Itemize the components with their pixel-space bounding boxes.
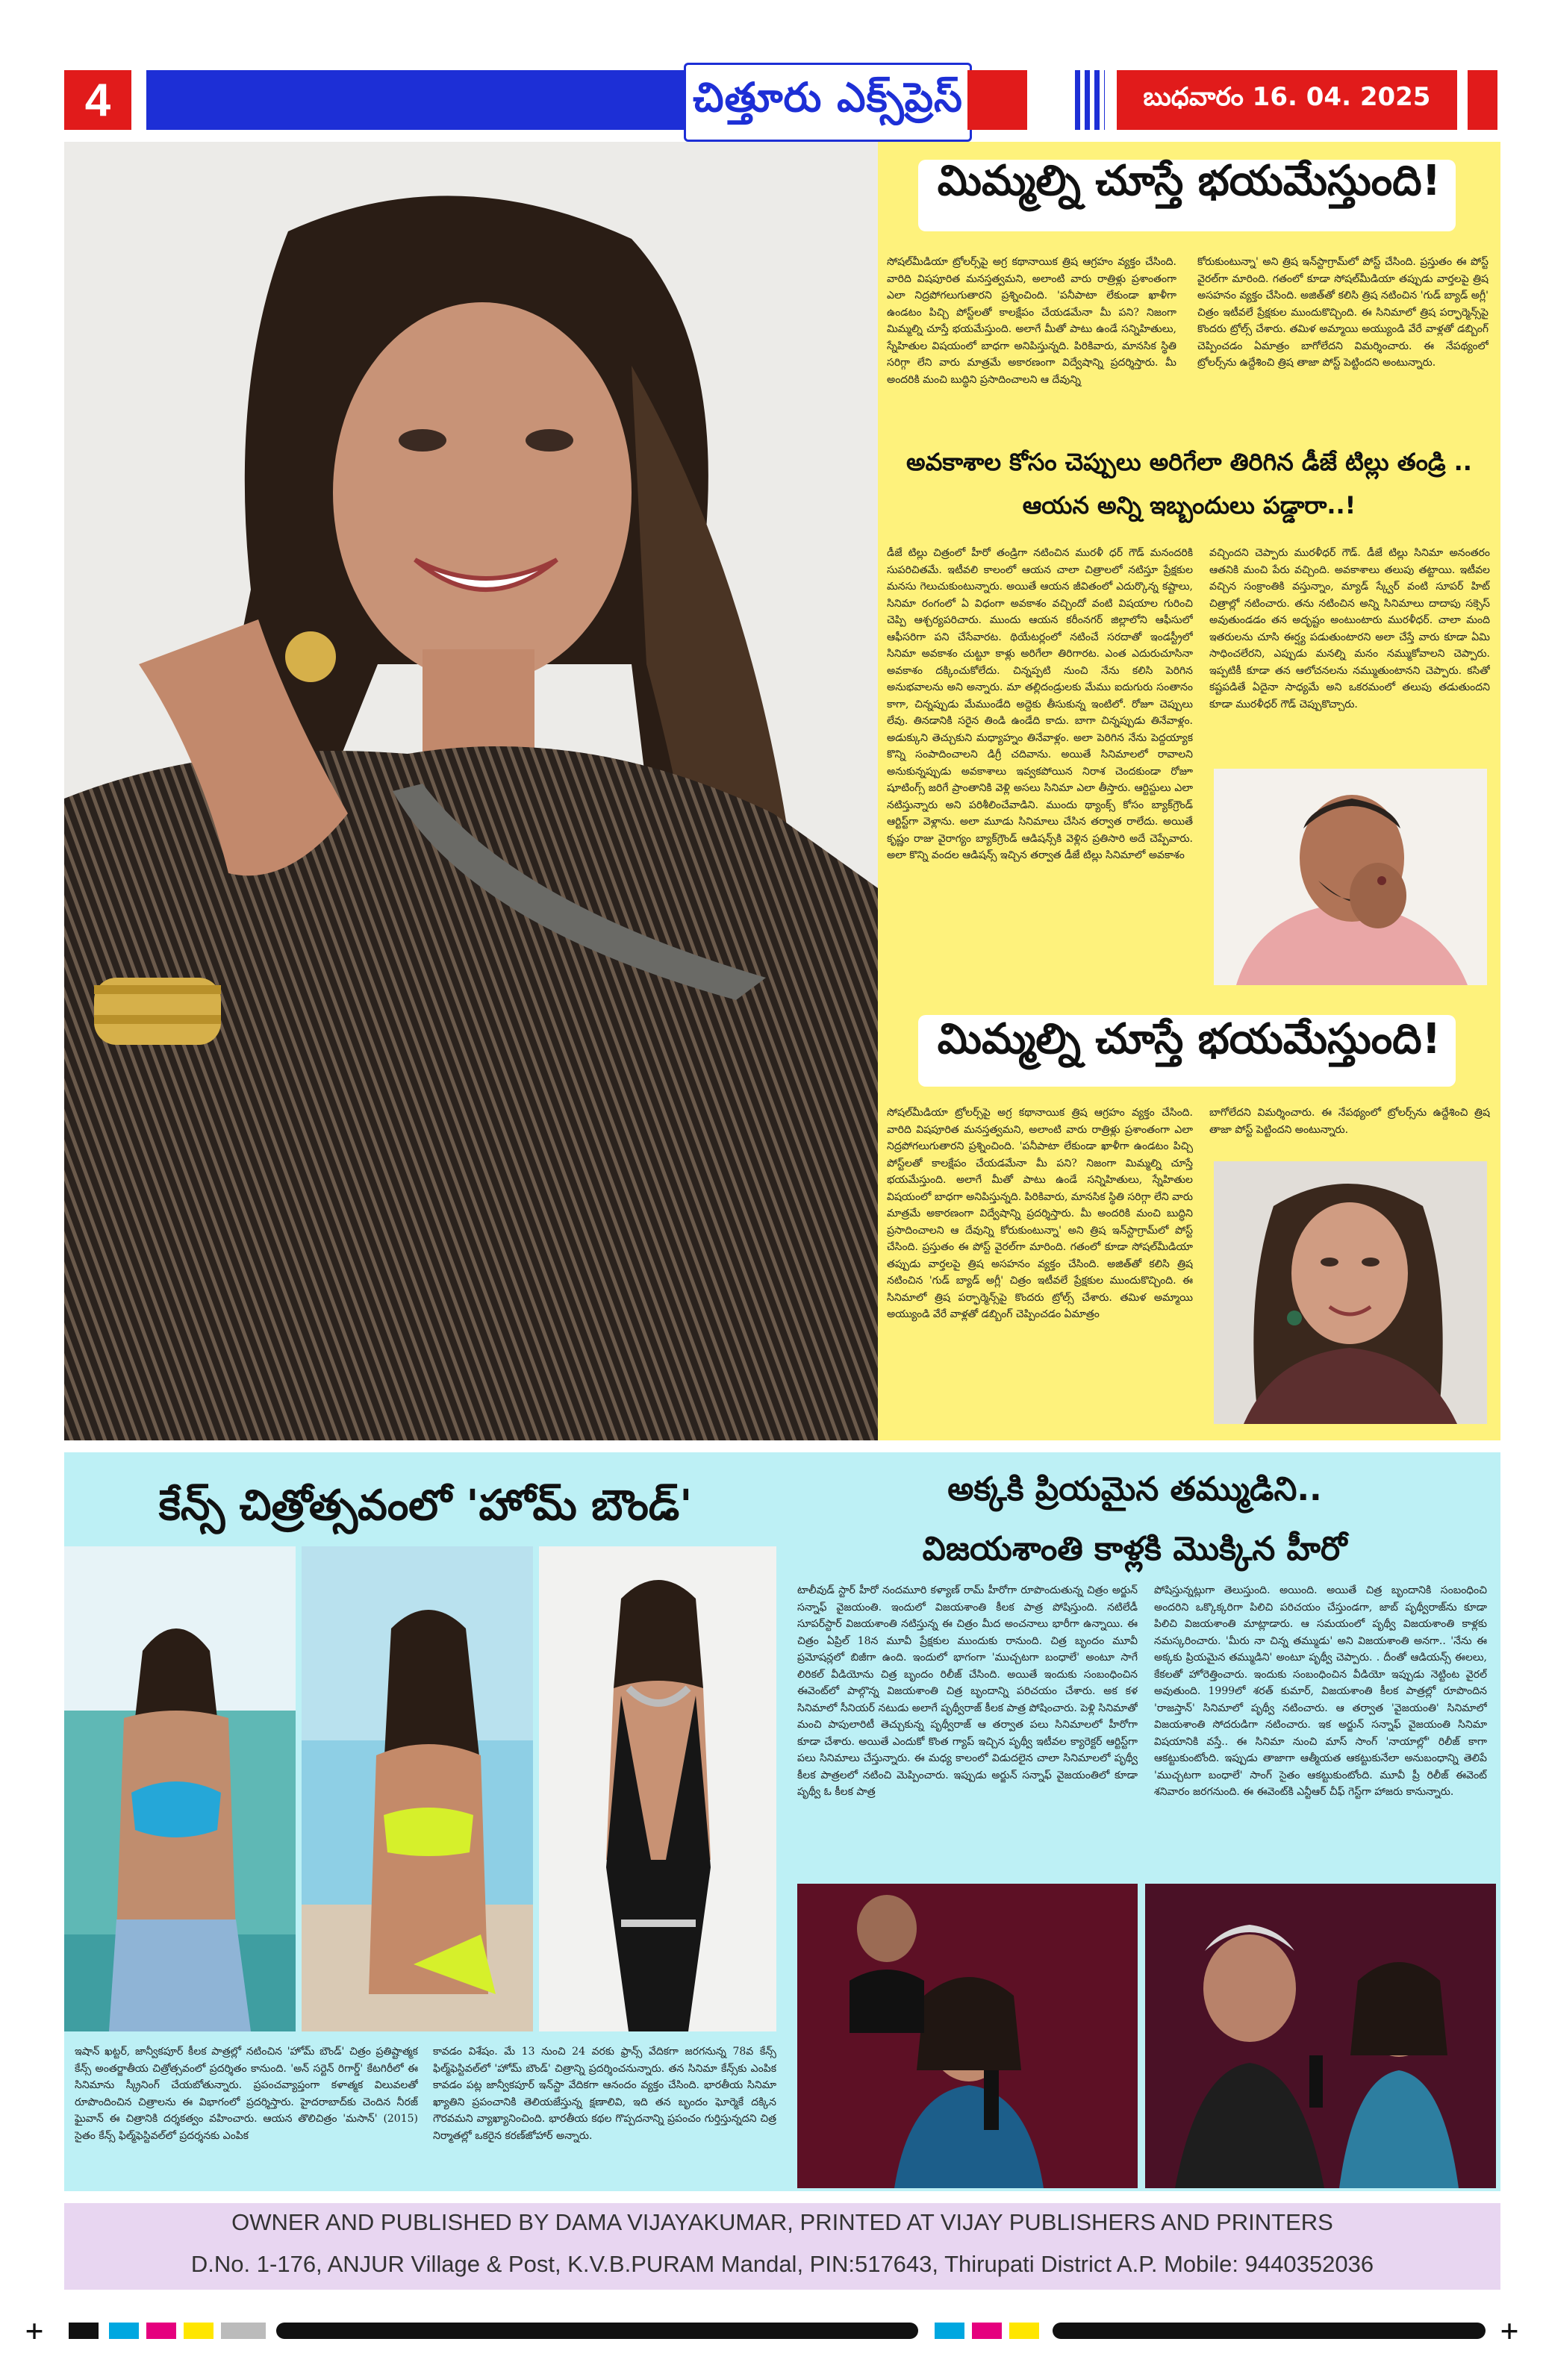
masthead-red-block: [967, 70, 1027, 130]
crosshair-icon: +: [25, 2314, 44, 2348]
footer-publisher-line: OWNER AND PUBLISHED BY DAMA VIJAYAKUMAR, PRINTED AT VIJAY PUBLISHERS AND PRINTERS: [231, 2209, 1333, 2235]
article1-body-right: కోరుకుంటున్నా' అని త్రిష ఇన్‌స్టాగ్రామ్‌లో పోస్ట్ చేసింది. ప్రస్తుతం ఈ పోస్ట్ వైరల్‌గా మారింది. గతంలో కూడా సోషల్‌మీడియా తప్పుడు వార్తలపై త్రిష అసహనం వ్యక్తం చేసింది. అజిత్‌తో కలిసి త్రిష నటించిన 'గుడ్ బ్యాడ్ అగ్లీ' చిత్రం ఇటీవలే ప్రేక్షకుల ముందుకొచ్చింది. ఈ సినిమాలో త్రిష పర్ఫార్మెన్స్‌పై కొందరు ట్రోల్స్ చేశారు. తమిళ అమ్మాయి అయ్యుండి వేరే వాళ్లతో డబ్బింగ్ చెప్పించడం ఏమాత్రం బాగోలేదని విమర్శించారు. ఈ నేపథ్యంలో ట్రోలర్స్‌ను ఉద్దేశించి త్రిష తాజా పోస్ట్ పెట్టిందని అంటున్నారు.: [1197, 256, 1489, 369]
masthead-red-tick: [1468, 70, 1497, 130]
article5-headline-line1: అక్కకి ప్రియమైన తమ్ముడిని..: [947, 1470, 1322, 1508]
hero-photo-illustration: [64, 142, 878, 1440]
registration-bar: [1053, 2323, 1486, 2339]
janhvi-pool-illustration: [302, 1546, 533, 2031]
article5-headline-line2: విజయశాంతి కాళ్లకి మొక్కిన హీరో: [922, 1530, 1347, 1568]
murali-photo-illustration: [1214, 769, 1487, 985]
footer-address-line: D.No. 1-176, ANJUR Village & Post, K.V.B.PURAM Mandal, PIN:517643, Thirupati District A.P. Mobile: 9440352036: [190, 2251, 1374, 2277]
article2-body-right: వచ్చిందని చెప్పారు మురళీధర్ గౌడ్. డీజే టిల్లు సినిమా అనంతరం ఆతనికి మంచి పేరు వచ్చింది. అవకాశాలు తలుపు తట్టాయి. ఇటీవల వచ్చిన సంక్రాంతికి వస్తున్నాం, మ్యాడ్ స్క్వేర్ వంటి సూపర్ హిట్ చిత్రాల్లో నటించారు. తను నటించిన అన్ని సినిమాలు దాదాపు సక్సెస్ అవుతుండడం తన అదృష్టం అంటుంటారు మురళీధర్. చాలా మంది ఇతరులను చూసి ఈర్ష్య పడుతుంటారని అలా చేస్తే వారు కూడా ఏమి సాధించలేరని, ఎప్పుడు మనల్ని మనం నమ్ముకోవాలని చెప్పారు. ఇప్పటికీ కూడా తన ఆలోచనలను నమ్ముతుంటానని చెప్పారు. కసితో కష్టపడితే ఏదైనా సాధ్యమే అని ఒకరమంలో తలుపు తడుతుందని కూడా మురళీధర్ గౌడ్ చెప్పుకొచ్చారు.: [1209, 547, 1490, 710]
page-number: 4: [64, 70, 131, 130]
article4-headline: కేన్స్ చిత్రోత్సవంలో 'హోమ్ బౌండ్': [158, 1481, 693, 1530]
article5-body-right: పోషిస్తున్నట్లుగా తెలుస్తుంది. అయింది. అయితే చిత్ర బృందానికి సంబంధించి అందరిని ఒక్కొక్కరిగా పిలిచి పరిచయం చేస్తుండగా, జాబ్ పృథ్వీరాజ్‌ను కూడా పిలిచి విజయశాంతి మాట్లాడారు. ఆ సమయంలో పృథ్వీ విజయశాంతి కాళ్లకు నమస్కరించారు. 'మీరు నా చిన్న తమ్ముడు' అని విజయశాంతి అనగా.. 'నేను ఈ అక్కకు ప్రియమైన తమ్ముడిని' అంటూ పృథ్వీ చెప్పారు. . దీంతో ఆడియన్స్ ఈలలు, కేకలతో హోరెత్తించారు. ఇందుకు సంబంధించిన వీడియో ఇప్పుడు నెట్టింట వైరల్ అవుతుంది. 1999లో శరత్ కుమార్, విజయశాంతి కీలక పాత్రల్లో రూపొందిన 'రాజస్తాన్' సినిమాలో పృథ్వీ నటించారు. ఆ తర్వాత 'వైజయంతి' సినిమాలో విజయశాంతి సోదరుడిగా నటించారు. ఇక అర్జున్ సన్నాఫ్ వైజయంతి సినిమా విషయానికి వస్తే.. ఈ సినిమా నుంచి మాస్ సాంగ్ 'నాయాల్లో' రిలీజ్ కాగా ఆకట్టుకుంటోంది. ఇప్పుడు తాజాగా ఆత్మీయత ఆకట్టుకునేలా అనుబంధాన్ని తెలిపే 'ముచ్చటగా బంధాలే' సాంగ్ సైతం ఆకట్టుకుంటోంది. మూవీ ప్రీ రిలీజ్ ఈవెంట్ శనివారం జరగనుంది. ఈ ఈవెంట్‌కి ఎన్టీఆర్ చీఫ్ గెస్ట్‌గా హాజరు కానున్నారు.: [1154, 1584, 1487, 1798]
murali-dhar-gaud-photo: [1214, 769, 1487, 985]
article5-body-left: టాలీవుడ్ స్టార్ హీరో నందమూరి కళ్యాణ్ రామ్ హీరోగా రూపొందుతున్న చిత్రం అర్జున్ సన్నాఫ్ వైజయంతి. ఇందులో విజయశాంతి కీలక పాత్ర పోషిస్తుంది. నటిలేడీ సూపర్‌స్టార్ విజయశాంతి నటిస్తున్న ఈ చిత్రం మీద అంచనాలు భారీగా ఉన్నాయి. ఈ చిత్రం ఏప్రిల్ 18న మూవీ ప్రేక్షకుల ముందుకు రానుంది. చిత్ర బృందం మూవీ ప్రమోషన్లలో బిజీగా ఉంది. ఇందులో భాగంగా 'ముచ్చటగా బంధాలే' అంటూ సాగే లిరికల్ వీడియోను చిత్ర బృందం రిలీజ్ చేసింది. అయితే ఇందుకు సంబంధించిన ఈవెంట్‌లో పాల్గొన్న విజయశాంతి చిత్ర బృందాన్ని పరిచయం చేశారు. అక కళ సినిమాలో సీనియర్ నటుడు అలాగే పృథ్వీరాజ్ కీలక పాత్ర పోషించారు. పెళ్లి సినిమాతో మంచి పాపులారిటీ తెచ్చుకున్న పృథ్వీరాజ్ ఆ తర్వాత పలు సినిమాలలో హీరోగా కూడా చేశారు. అయితే ఎందుకో కొంత గ్యాప్ ఇచ్చిన పృథ్వీ ఇటీవల క్యారెక్టర్ ఆర్టిస్ట్‌గా పలు సినిమాలు చేస్తున్నారు. ఈ మధ్య కాలంలో విడుదలైన చాలా సినిమాలలో పృథ్వీ కీలక పాత్రలలో నటించి మెప్పించారు. ఇప్పుడు అర్జున్ సన్నాఫ్ వైజయంతిలో కూడా పృథ్వీ ఓ కీలక పాత్ర: [797, 1584, 1138, 1798]
article3-headline: మిమ్మల్ని చూస్తే భయమేస్తుంది!: [937, 1015, 1441, 1063]
article3-body-right: బాగోలేదని విమర్శించారు. ఈ నేపథ్యంలో ట్రోలర్స్‌ను ఉద్దేశించి త్రిష తాజా పోస్ట్ పెట్టిందని అంటున్నారు.: [1209, 1107, 1490, 1136]
janhvi-photo-beach: [64, 1546, 296, 2031]
article2-headline-line1: అవకాశాల కోసం చెప్పులు అరిగేలా తిరిగిన డీజే టిల్లు తండ్రి ..: [906, 448, 1472, 476]
article1-headline: మిమ్మల్ని చూస్తే భయమేస్తుంది!: [937, 157, 1441, 205]
hero-photo: [64, 142, 878, 1440]
issue-date: బుధవారం 16. 04. 2025: [1117, 70, 1457, 130]
registration-bar: [184, 2323, 213, 2339]
article4-body-left: ఇషాన్ ఖట్టర్, జాన్వీకపూర్ కీలక పాత్రల్లో నటించిన 'హోమ్ బౌండ్' చిత్రం ప్రతిష్టాత్మక కేన్స్ అంతర్జాతీయ చిత్రోత్సవంలో ప్రదర్శితం కానుంది. 'అన్ సర్టెన్ రిగార్డ్' కేటగిరీలో ఈ సినిమాను స్క్రీనింగ్ చేయబోతున్నారు. ప్రపంచవ్యాప్తంగా కళాత్మక విలువలతో రూపొందించిన చిత్రాలను ఈ విభాగంలో ప్రదర్శిస్తారు. హైదరాబాద్‌కు చెందిన నీరజ్ ఘైవాన్ ఈ చిత్రానికి దర్శకత్వం వహించారు. ఆయన తొలిచిత్రం 'మసాన్' (2015) సైతం కేన్స్ ఫిల్మ్‌ఫెస్టివల్‌లో ప్రదర్శనకు ఎంపిక: [75, 2046, 418, 2142]
registration-bar: [109, 2323, 139, 2339]
crosshair-icon: +: [1500, 2314, 1519, 2348]
article2-headline-line2: ఆయన అన్ని ఇబ్బందులు పడ్డారా..!: [1022, 491, 1356, 519]
janhvi-photo-studio: [539, 1546, 776, 2031]
event-photo-2-illustration: [1145, 1884, 1496, 2188]
trisha-inset-photo: [1214, 1161, 1487, 1424]
janhvi-studio-illustration: [539, 1546, 776, 2031]
registration-bar: [146, 2323, 176, 2339]
registration-bar: [69, 2323, 99, 2339]
newspaper-logo: చిత్తూరు ఎక్స్‌ప్రెస్: [684, 63, 972, 142]
registration-bar: [935, 2323, 964, 2339]
event-photo-prithvi: [1145, 1884, 1496, 2188]
janhvi-photo-pool: [302, 1546, 533, 2031]
masthead-blue-bar: [146, 70, 684, 130]
event-photo-1-illustration: [797, 1884, 1138, 2188]
event-photo-vijayashanti: [797, 1884, 1138, 2188]
article3-body-left: సోషల్‌మీడియా ట్రోలర్స్‌పై అగ్ర కథానాయిక త్రిష ఆగ్రహం వ్యక్తం చేసింది. వారిది విషపూరిత మనస్తత్వమని, అలాంటి వారు రాత్రిళ్లు ప్రశాంతంగా ఎలా నిద్రపోగలుగుతారని ప్రశ్నించింది. 'పనీపాటా లేకుండా ఖాళీగా ఉండటం పిచ్చి పోస్ట్‌లతో కాలక్షేపం చేయడమేనా మీ పని? నిజంగా మిమ్మల్ని చూస్తే భయమేస్తుంది. అలాగే మీతో పాటు ఉండే సన్నిహితులు, స్నేహితుల విషయంలో బాధగా అనిపిస్తున్నది. పిరికివారు, మానసిక స్థితి సరిగ్గా లేని వారు మాత్రమే అకారణంగా విద్వేషాన్ని ప్రదర్శిస్తారు. మీ అందరికి మంచి బుద్ధిని ప్రసాదించాలని ఆ దేవున్ని కోరుకుంటున్నా' అని త్రిష ఇన్‌స్టాగ్రామ్‌లో పోస్ట్ చేసింది. ప్రస్తుతం ఈ పోస్ట్ వైరల్‌గా మారింది. గతంలో కూడా సోషల్‌మీడియా తప్పుడు వార్తలపై త్రిష అసహనం వ్యక్తం చేసింది. అజిత్‌తో కలిసి త్రిష నటించిన 'గుడ్ బ్యాడ్ అగ్లీ' చిత్రం ఇటీవలే ప్రేక్షకుల ముందుకొచ్చింది. ఈ సినిమాలో త్రిష పర్ఫార్మెన్స్‌పై కొందరు ట్రోల్స్ చేశారు. తమిళ అమ్మాయి అయ్యుండి వేరే వాళ్లతో డబ్బింగ్ చెప్పించడం ఏమాత్రం: [887, 1107, 1193, 1320]
trisha-inset-illustration: [1214, 1161, 1487, 1424]
registration-bar: [276, 2323, 918, 2339]
article4-body-right: కావడం విశేషం. మే 13 నుంచి 24 వరకు ఫ్రాన్స్ వేదికగా జరగనున్న 78వ కేన్స్ ఫిల్మ్‌ఫెస్టివల్‌లో 'హోమ్ బౌండ్' చిత్రాన్ని ప్రదర్శించనున్నారు. తన సినిమా కేన్స్‌కు ఎంపిక కావడం పట్ల జాన్వీకపూర్ ఇన్‌స్టా వేదికగా ఆనందం వ్యక్తం చేసింది. భారతీయ సినిమా ఖ్యాతిని ప్రపంచానికి తెలియజేస్తున్న క్షణాలివి, ఇది తన బృందం ఘోర్మెకే దక్కిన గౌరవమని వ్యాఖ్యానించింది. భారతీయ కథల గొప్పదనాన్ని ప్రపంచం గుర్తిస్తున్నదని చిత్ర నిర్మాతల్లో ఒకరైన కరణ్‌జోహార్ అన్నారు.: [433, 2046, 776, 2142]
masthead-stripes: [1075, 70, 1105, 130]
registration-bar: [1009, 2323, 1039, 2339]
janhvi-beach-illustration: [64, 1546, 296, 2031]
article2-body-left: డీజే టిల్లు చిత్రంలో హీరో తండ్రిగా నటించిన మురళీ ధర్ గౌడ్ మనందరికి సుపరిచితమే. ఇటీవలి కాలంలో ఆయన చాలా చిత్రాలలో నటిస్తూ ప్రేక్షకుల మనసు గెలుచుకుంటున్నారు. అయితే ఆయన జీవితంలో ఎదుర్కొన్న కష్టాలు, సినిమా రంగంలో ఏ విధంగా అవకాశం వచ్చిందో వంటి విషయాల గురించి చెప్పి ఆశ్చర్యపరిచారు. ముందు ఆయన కరీంనగర్ జిల్లాలోని ఆఫీసులో ఆఫీసరిగా పని చేసేవారట. థియేటర్లంలో నటించే సరదాతో ఇండస్ట్రీలో సినిమా అవకాశం చుట్టూ కాళ్లు అరిగేలా తిరిగారట. ఎంత ఎదురుచూసినా అవకాశం దక్కించుకోలేదు. చిన్నప్పటి నుంచి నేను కలిసి పెరిగిన అనుభవాలను అని అన్నారు. మా తల్లిదండ్రులకు మేము ఐదుగురు సంతానం కాగా, చిన్నప్పుడు మేముండేది అద్దెకు తీసుకున్న ఇంటిలో. రోజూ చెప్పులు లేవు. తినడానికి సరైన తిండి ఉండేది కాదు. బాగా చిన్నప్పుడు తినేవాళ్లం. అడుక్కుని తెచ్చుకుని మధ్యాహ్నం తినేవాళ్లం. అలా పెరిగిన నేను పెద్దయ్యాక కొన్ని సంపాదించాలని డిగ్రీ చదివాను. అయితే సినిమాలలో రావాలని అనుకున్నప్పుడు అవకాశాలు ఇవ్వకపోయిన నిరాశ చెందకుండా రోజూ షూటింగ్స్ జరిగే ప్రాంతానికి వెళ్లి అసలు సినిమా ఎలా తీస్తారు. ఆర్టిస్టులు ఎలా నటిస్తున్నారు అని పరిశీలించేవాడిని. ముందు థ్యాంక్స్ కోసం బ్యాక్‌గ్రౌండ్ ఆర్టిస్ట్‌గా వెళ్లాను. అలా మూడు సినిమాలు చేసిన తర్వాత రాలేదు. అయితే కృష్ణం రాజు వైరాగ్యం బ్యాక్‌గ్రౌండ్ ఆడిషన్స్‌కి వెళ్లిన ప్రతిసారి అదే చెప్పేవారు. అలా కొన్ని వందల ఆడిషన్స్ ఇచ్చిన తర్వాత డీజే టిల్లు సినిమాలో అవకాశం: [887, 547, 1193, 861]
registration-bar: [221, 2323, 266, 2339]
registration-bar: [972, 2323, 1002, 2339]
article1-body-left: సోషల్‌మీడియా ట్రోలర్స్‌పై అగ్ర కథానాయిక త్రిష ఆగ్రహం వ్యక్తం చేసింది. వారిది విషపూరిత మనస్తత్వమని, అలాంటి వారు రాత్రిళ్లు ప్రశాంతంగా ఎలా నిద్రపోగలుగుతారని ప్రశ్నించింది. 'పనీపాటా లేకుండా ఖాళీగా ఉండటం పిచ్చి పోస్ట్‌లతో కాలక్షేపం చేయడమేనా మీ పని? నిజంగా మిమ్మల్ని చూస్తే భయమేస్తుంది. అలాగే మీతో పాటు ఉండే సన్నిహితులు, స్నేహితుల విషయంలో బాధగా అనిపిస్తున్నది. పిరికివారు, మానసిక స్థితి సరిగ్గా లేని వారు మాత్రమే అకారణంగా విద్వేషాన్ని ప్రదర్శిస్తారు. మీ అందరికి మంచి బుద్ధిని ప్రసాదించాలని ఆ దేవున్ని: [887, 256, 1176, 386]
